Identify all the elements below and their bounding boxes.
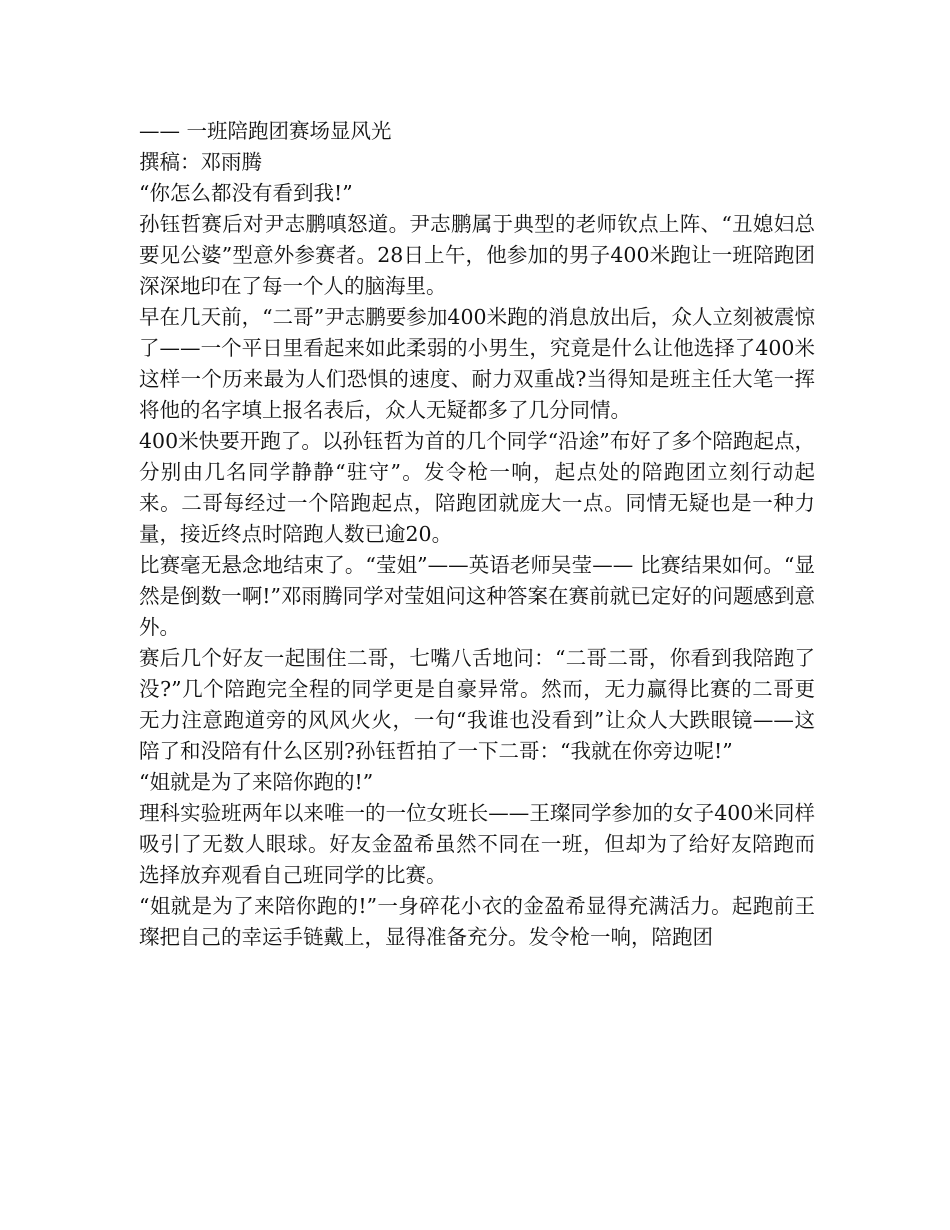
article-subtitle: —— 一班陪跑团赛场显风光: [139, 119, 392, 143]
paragraph: “姐就是为了来陪你跑的!”一身碎花小衣的金盈希显得充满活力。起跑前王璨把自己的幸运手链戴上，显得准备充分。发令枪一响，陪跑团: [139, 894, 815, 949]
article-byline: 撰稿：邓雨腾: [139, 150, 262, 174]
paragraph: “姐就是为了来陪你跑的!”: [139, 770, 374, 794]
paragraph: 理科实验班两年以来唯一的一位女班长——王璨同学参加的女子400米同样吸引了无数人眼球。好友金盈希虽然不同在一班，但却为了给好友陪跑而选择放弃观看自己班同学的比赛。: [139, 801, 815, 887]
paragraph: 比赛毫无悬念地结束了。“莹姐”——英语老师吴莹—— 比赛结果如何。“显然是倒数一啊!”邓雨腾同学对莹姐问这种答案在赛前就已定好的问题感到意外。: [139, 553, 815, 639]
paragraph: “你怎么都没有看到我!”: [139, 181, 353, 205]
paragraph: 赛后几个好友一起围住二哥，七嘴八舌地问：“二哥二哥，你看到我陪跑了没?”几个陪跑完全程的同学更是自豪异常。然而，无力赢得比赛的二哥更无力注意跑道旁的风风火火，一句“我谁也没看到”让众人大跌眼镜——这陪了和没陪有什么区别?孙钰哲拍了一下二哥：“我就在你旁边呢!”: [139, 646, 815, 763]
article-body: [139, 116, 815, 953]
paragraph: 早在几天前，“二哥”尹志鹏要参加400米跑的消息放出后，众人立刻被震惊了——一个平日里看起来如此柔弱的小男生，究竟是什么让他选择了400米这样一个历来最为人们恐惧的速度、耐力双重战?当得知是班主任大笔一挥将他的名字填上报名表后，众人无疑都多了几分同情。: [139, 305, 815, 422]
paragraph: 400米快要开跑了。以孙钰哲为首的几个同学“沿途”布好了多个陪跑起点，分别由几名同学静静“驻守”。发令枪一响，起点处的陪跑团立刻行动起来。二哥每经过一个陪跑起点，陪跑团就庞大一点。同情无疑也是一种力量，接近终点时陪跑人数已逾20。: [139, 429, 815, 546]
paragraph: 孙钰哲赛后对尹志鹏嗔怒道。尹志鹏属于典型的老师钦点上阵、“丑媳妇总要见公婆”型意外参赛者。28日上午，他参加的男子400米跑让一班陪跑团深深地印在了每一个人的脑海里。: [139, 212, 815, 298]
